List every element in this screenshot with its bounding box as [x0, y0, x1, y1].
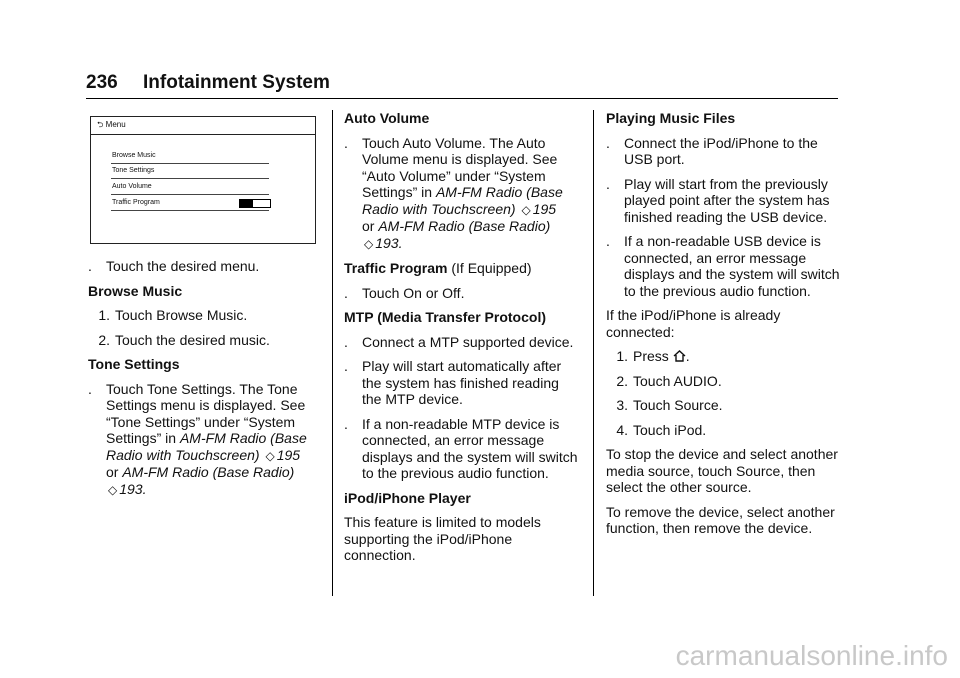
- text-stop-device: To stop the device and select another media source, touch Source, then select the other source.: [606, 446, 838, 495]
- bullet-mtp-2: . Play will start automatically after the system has finished reading the MTP device.: [344, 358, 562, 407]
- step-ipod-3: 3. Touch Source.: [616, 397, 723, 413]
- step-browse-2: 2. Touch the desired music.: [98, 331, 270, 348]
- toggle-switch-icon: [239, 199, 271, 208]
- heading-playing-music: Playing Music Files: [606, 110, 736, 126]
- text-already-connected: If the iPod/iPhone is already connected:: [606, 307, 781, 340]
- bullet-playing-3: . If a non-readable USB device is connected, an error message displays and the system will switch to the previous audio function.: [606, 233, 840, 299]
- menu-item-browse-music: Browse Music: [111, 149, 269, 164]
- step-ipod-4: 4. Touch iPod.: [616, 421, 707, 438]
- heading-auto-volume: Auto Volume: [344, 110, 430, 126]
- column-1: [88, 110, 320, 506]
- page-ref-icon: ◇: [521, 202, 531, 217]
- bullet-playing-2: . Play will start from the previously played point after the system has finished reading the USB device.: [606, 175, 830, 225]
- column-divider-2: [593, 110, 594, 596]
- watermark: carmanualsonline.info: [675, 640, 948, 671]
- link-am-fm-base[interactable]: AM-FM Radio (Base Radio): [378, 218, 551, 234]
- heading-mtp: MTP (Media Transfer Protocol): [344, 309, 546, 325]
- heading-tone-settings: Tone Settings: [88, 356, 180, 372]
- bullet-mtp-3: . If a non-readable MTP device is connected, an error message displays and the system will switch to the previous audio function.: [344, 415, 578, 481]
- menu-item-auto-volume: Auto Volume: [111, 180, 269, 195]
- menu-item-traffic-program: Traffic Program: [111, 196, 269, 211]
- text-ipod-limit: This feature is limited to models supporting the iPod/iPhone connection.: [344, 514, 541, 563]
- step-ipod-2: 2. Touch AUDIO.: [616, 372, 722, 389]
- menu-label: Menu: [105, 120, 126, 129]
- menu-divider: [91, 134, 315, 135]
- page-title: Infotainment System: [143, 72, 330, 93]
- page-ref-icon: ◇: [364, 236, 374, 251]
- bullet-tone-settings: . Touch Tone Settings. The Tone Settings menu is displayed. See “Tone Settings” under “System Settings” in AM-FM Radio (Base Radio with Touchscreen) ◇ 195 or AM-FM Radio (Base Radio) ◇ 193.: [88, 380, 307, 497]
- page-ref-icon: ◇: [265, 448, 275, 463]
- menu-screenshot: [90, 116, 316, 244]
- bullet-touch-menu: . Touch the desired menu.: [88, 258, 260, 274]
- page-number: 236: [86, 72, 118, 93]
- link-am-fm-touchscreen[interactable]: AM-FM Radio (Base Radio with Touchscreen): [362, 184, 563, 217]
- link-am-fm-touchscreen[interactable]: AM-FM Radio (Base Radio with Touchscreen): [106, 430, 307, 463]
- step-ipod-1: 1. Press .: [616, 348, 690, 364]
- bullet-traffic: . Touch On or Off.: [344, 284, 465, 301]
- heading-browse-music: Browse Music: [88, 282, 183, 299]
- heading-ipod-player: iPod/iPhone Player: [344, 489, 471, 506]
- step-browse-1: 1. Touch Browse Music.: [98, 307, 248, 323]
- page-ref-icon: ◇: [108, 482, 118, 497]
- column-2: [344, 110, 580, 572]
- link-am-fm-base[interactable]: AM-FM Radio (Base Radio): [122, 464, 295, 480]
- bullet-auto-volume: . Touch Auto Volume. The Auto Volume menu is displayed. See “Auto Volume” under “System Settings” in AM-FM Radio (Base Radio with Touchscreen) ◇ 195 or AM-FM Radio (Base Radio) ◇ 193.: [344, 134, 563, 251]
- column-divider-1: [332, 110, 333, 596]
- bullet-mtp-1: . Connect a MTP supported device.: [344, 333, 574, 350]
- page-header: [86, 72, 838, 99]
- heading-traffic-program: Traffic Program (If Equipped): [344, 260, 532, 276]
- home-icon: [673, 350, 686, 362]
- text-remove-device: To remove the device, select another function, then remove the device.: [606, 503, 835, 536]
- menu-header: [97, 121, 126, 129]
- column-3: [606, 110, 844, 545]
- menu-item-tone-settings: Tone Settings: [111, 164, 269, 179]
- bullet-playing-1: . Connect the iPod/iPhone to the USB port.: [606, 134, 818, 167]
- back-icon: ⮌: [97, 120, 104, 129]
